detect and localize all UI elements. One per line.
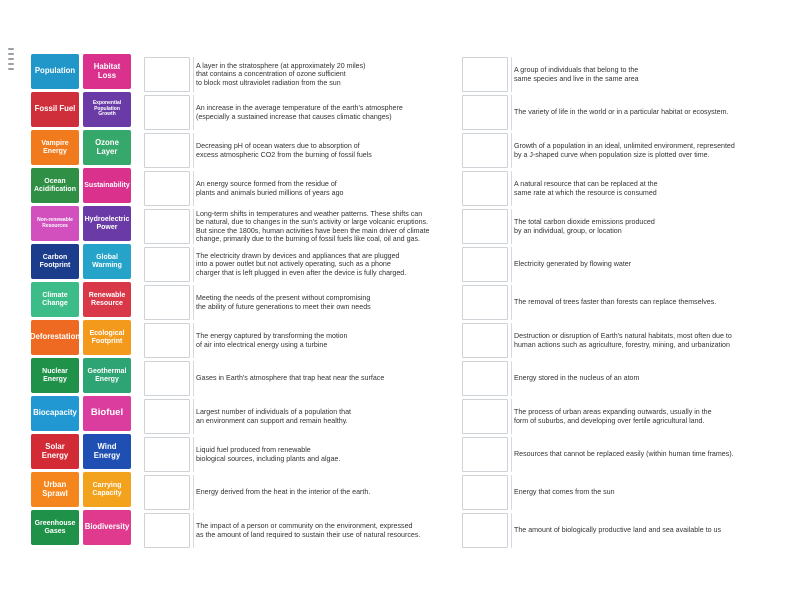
term-tile-deforestation[interactable]	[31, 320, 79, 355]
divider	[193, 209, 194, 244]
definition-row	[462, 285, 782, 321]
grip-line	[8, 58, 14, 60]
divider	[193, 285, 194, 320]
definition-text: Energy derived from the heat in the interior of the earth.	[196, 488, 371, 497]
term-tile-label: Deforestation	[29, 332, 81, 342]
drop-box[interactable]	[462, 361, 508, 396]
divider	[511, 95, 512, 130]
tile-row	[29, 206, 133, 241]
definition-row	[144, 95, 450, 131]
tile-row	[29, 396, 133, 431]
definition-row	[144, 399, 450, 435]
definition-text: The impact of a person or community on the environment, expressed as the amount of land required to sustain their use of natural resources.	[196, 522, 421, 539]
definition-row	[144, 285, 450, 321]
term-tile-ozone-layer[interactable]	[83, 130, 131, 165]
definition-row	[462, 513, 782, 549]
drop-box[interactable]	[462, 285, 508, 320]
drop-box[interactable]	[144, 399, 190, 434]
definition-row	[144, 209, 450, 245]
drop-box[interactable]	[144, 513, 190, 548]
term-tile-label: Greenhouse Gases	[34, 519, 76, 535]
definition-text: Resources that cannot be replaced easily (within human time frames).	[514, 450, 734, 459]
definition-row	[462, 57, 782, 93]
divider	[511, 475, 512, 510]
divider	[193, 323, 194, 358]
definition-row	[144, 437, 450, 473]
term-tile-label: Carbon Footprint	[39, 253, 71, 269]
drop-box[interactable]	[144, 209, 190, 244]
term-tile-greenhouse-gases[interactable]	[31, 510, 79, 545]
divider	[193, 513, 194, 548]
term-tile-solar-energy[interactable]	[31, 434, 79, 469]
term-tile-label: Population	[34, 66, 76, 76]
grip-line	[8, 48, 14, 50]
term-tile-label: Fossil Fuel	[34, 104, 76, 114]
definition-text: Largest number of individuals of a population that an environment can support and remain healthy.	[196, 408, 351, 425]
term-tile-biofuel[interactable]	[83, 396, 131, 431]
definition-text: Energy that comes from the sun	[514, 488, 615, 497]
definition-row	[462, 95, 782, 131]
tile-row	[29, 54, 133, 89]
tile-row	[29, 358, 133, 393]
definition-row	[462, 171, 782, 207]
definition-text: Long-term shifts in temperatures and weather patterns. These shifts can be natural, due to changes in the sun's activity or large volcanic eruptions. But since the 1800s, human activities have been the main driver of climate change, primarily due to the burning of fossil fuels like coal, oil and gas.	[196, 209, 430, 243]
tile-row	[29, 510, 133, 545]
drag-handle[interactable]	[6, 0, 16, 600]
drop-box[interactable]	[144, 57, 190, 92]
definition-text: Electricity generated by flowing water	[514, 260, 632, 269]
drop-box[interactable]	[462, 323, 508, 358]
divider	[193, 171, 194, 206]
term-tile-label: Ocean Acidification	[33, 177, 76, 193]
definition-text: An energy source formed from the residue of plants and animals buried millions of years ago	[196, 180, 344, 197]
definition-text: The removal of trees faster than forests can replace themselves.	[514, 298, 717, 307]
divider	[511, 513, 512, 548]
drop-box[interactable]	[144, 475, 190, 510]
definition-text: Destruction or disruption of Earth's natural habitats, most often due to human actions such as agriculture, forestry, mining, and urbanization	[514, 332, 732, 349]
drop-box[interactable]	[462, 133, 508, 168]
divider	[193, 247, 194, 282]
tile-row	[29, 472, 133, 507]
definition-row	[144, 57, 450, 93]
tile-row	[29, 244, 133, 279]
term-tile-label: Non-renewable Resources	[37, 217, 73, 229]
definition-row	[144, 323, 450, 359]
term-tile-hydroelectric-power[interactable]	[83, 206, 131, 241]
drop-box[interactable]	[144, 95, 190, 130]
divider	[193, 57, 194, 92]
divider	[511, 437, 512, 472]
definition-text: Gases in Earth's atmosphere that trap heat near the surface	[196, 374, 385, 383]
definition-text: The total carbon dioxide emissions produced by an individual, group, or location	[514, 218, 655, 235]
drop-box[interactable]	[462, 247, 508, 282]
drop-box[interactable]	[144, 171, 190, 206]
divider	[193, 399, 194, 434]
tile-row	[29, 92, 133, 127]
definition-text: A group of individuals that belong to the same species and live in the same area	[514, 66, 639, 83]
term-tile-label: Global Warming	[92, 253, 122, 269]
term-tile-label: Urban Sprawl	[42, 480, 68, 498]
definition-text: Decreasing pH of ocean waters due to absorption of excess atmospheric CO2 from the burning of fossil fuels	[196, 142, 372, 159]
term-tile-sustainability[interactable]	[83, 168, 131, 203]
term-tile-label: Biofuel	[90, 407, 124, 419]
definition-row	[462, 361, 782, 397]
definition-row	[462, 209, 782, 245]
term-tile-label: Wind Energy	[93, 442, 121, 460]
divider	[511, 285, 512, 320]
tile-row	[29, 130, 133, 165]
term-tile-label: Nuclear Energy	[42, 367, 68, 383]
term-tile-global-warming[interactable]	[83, 244, 131, 279]
definition-row	[144, 133, 450, 169]
definition-row	[144, 171, 450, 207]
tile-row	[29, 434, 133, 469]
term-tile-label: Hydroelectric Power	[84, 215, 130, 231]
drop-box[interactable]	[144, 247, 190, 282]
divider	[511, 209, 512, 244]
drop-box[interactable]	[462, 209, 508, 244]
divider	[511, 323, 512, 358]
term-tile-wind-energy[interactable]	[83, 434, 131, 469]
definition-text: The energy captured by transforming the motion of air into electrical energy using a turbine	[196, 332, 348, 349]
term-tile-label: Habitat Loss	[93, 62, 121, 80]
drop-box[interactable]	[462, 171, 508, 206]
definition-text: Energy stored in the nucleus of an atom	[514, 374, 640, 383]
term-tile-label: Vampire Energy	[41, 139, 69, 155]
term-tile-biocapacity[interactable]	[31, 396, 79, 431]
drop-box[interactable]	[144, 361, 190, 396]
drop-box[interactable]	[144, 285, 190, 320]
term-tile-label: Biodiversity	[84, 522, 130, 532]
term-tile-vampire-energy[interactable]	[31, 130, 79, 165]
drop-box[interactable]	[462, 475, 508, 510]
term-tile-label: Geothermal Energy	[87, 367, 127, 383]
term-tile-exponential-population-growth[interactable]	[83, 92, 131, 127]
divider	[511, 247, 512, 282]
term-tile-label: Sustainability	[84, 181, 130, 189]
definition-text: A layer in the stratosphere (at approximately 20 miles) that contains a concentration of ozone sufficient to block most ultraviolet radiation from the sun	[196, 61, 366, 87]
definition-row	[462, 247, 782, 283]
divider	[511, 171, 512, 206]
divider	[193, 361, 194, 396]
divider	[193, 437, 194, 472]
tile-row	[29, 320, 133, 355]
tile-row	[29, 282, 133, 317]
divider	[193, 95, 194, 130]
definition-text: An increase in the average temperature of the earth's atmosphere (especially a sustained increase that causes climatic changes)	[196, 104, 403, 121]
divider	[511, 57, 512, 92]
term-tile-fossil-fuel[interactable]	[31, 92, 79, 127]
drop-box[interactable]	[462, 513, 508, 548]
divider	[511, 399, 512, 434]
term-tile-nuclear-energy[interactable]	[31, 358, 79, 393]
definition-row	[462, 133, 782, 169]
definition-row	[462, 475, 782, 511]
definition-row	[144, 475, 450, 511]
term-tile-label: Exponential Population Growth	[92, 100, 122, 118]
definition-text: The electricity drawn by devices and appliances that are plugged into a power outlet but not actively operating, such as a phone charger that is left plugged in even after the device is fully charged.	[196, 251, 407, 277]
term-tile-label: Solar Energy	[41, 442, 69, 460]
definition-row	[144, 247, 450, 283]
term-tile-ocean-acidification[interactable]	[31, 168, 79, 203]
grip-line	[8, 63, 14, 65]
drop-box[interactable]	[144, 323, 190, 358]
term-tile-biodiversity[interactable]	[83, 510, 131, 545]
drop-box[interactable]	[144, 437, 190, 472]
term-tile-geothermal-energy[interactable]	[83, 358, 131, 393]
drop-box[interactable]	[462, 95, 508, 130]
divider	[193, 133, 194, 168]
divider	[511, 133, 512, 168]
drop-box[interactable]	[462, 57, 508, 92]
term-tile-label: Ozone Layer	[95, 138, 119, 156]
term-tile-label: Climate Change	[42, 291, 68, 307]
drop-box[interactable]	[462, 437, 508, 472]
divider	[193, 475, 194, 510]
term-tile-renewable-resource[interactable]	[83, 282, 131, 317]
term-tile-label: Biocapacity	[33, 408, 77, 418]
term-tile-label: Ecological Footprint	[89, 329, 125, 345]
term-tile-population[interactable]	[31, 54, 79, 89]
definition-text: Growth of a population in an ideal, unlimited environment, represented by a J-shaped curve when population size is plotted over time.	[514, 142, 735, 159]
divider	[511, 361, 512, 396]
term-tile-label: Renewable Resource	[88, 291, 126, 307]
grip-line	[8, 68, 14, 70]
term-tile-urban-sprawl[interactable]	[31, 472, 79, 507]
definition-row	[144, 361, 450, 397]
term-tile-label: Carrying Capacity	[92, 481, 122, 497]
term-tile-habitat-loss[interactable]	[83, 54, 131, 89]
drop-box[interactable]	[144, 133, 190, 168]
definition-text: The process of urban areas expanding outwards, usually in the form of suburbs, and developing over fertile agricultural land.	[514, 408, 712, 425]
definition-text: The variety of life in the world or in a particular habitat or ecosystem.	[514, 108, 729, 117]
definition-row	[462, 437, 782, 473]
grip-line	[8, 53, 14, 55]
definition-row	[462, 323, 782, 359]
definition-text: Liquid fuel produced from renewable biological sources, including plants and algae.	[196, 446, 341, 463]
term-tile-ecological-footprint[interactable]	[83, 320, 131, 355]
term-tile-non-renewable-resources[interactable]	[31, 206, 79, 241]
definition-text: Meeting the needs of the present without compromising the ability of future generations to meet their own needs	[196, 294, 371, 311]
definition-text: The amount of biologically productive land and sea available to us	[514, 526, 722, 535]
drop-box[interactable]	[462, 399, 508, 434]
term-tile-carbon-footprint[interactable]	[31, 244, 79, 279]
definition-row	[462, 399, 782, 435]
definition-row	[144, 513, 450, 549]
term-tile-climate-change[interactable]	[31, 282, 79, 317]
tile-row	[29, 168, 133, 203]
definition-text: A natural resource that can be replaced at the same rate at which the resource is consumed	[514, 180, 658, 197]
term-tile-carrying-capacity[interactable]	[83, 472, 131, 507]
